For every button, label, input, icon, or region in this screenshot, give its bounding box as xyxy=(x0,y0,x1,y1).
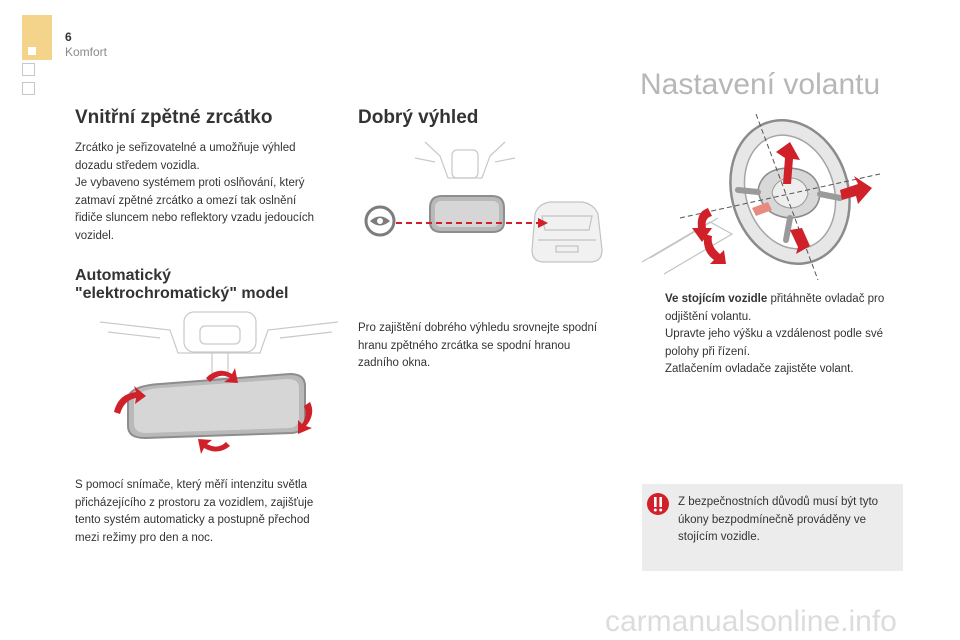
chapter-marker xyxy=(22,15,52,60)
chapter-box-2 xyxy=(22,82,35,95)
steering-title: Nastavení volantu xyxy=(640,68,881,101)
text-line: "elektrochromatický" model xyxy=(75,285,289,302)
text-line: úkony bezpodmínečně prováděny ve xyxy=(678,513,866,526)
section-name: Komfort xyxy=(65,45,108,59)
step-text: přitáhněte ovladač pro odjištění volantu. xyxy=(665,293,885,323)
mirror-title: Vnitřní zpětné zrcátko xyxy=(75,107,273,128)
rotate-arrow-bottom xyxy=(198,439,230,454)
text-line: S pomocí snímače, který měří intenzitu světla xyxy=(75,479,308,491)
text-line: Z bezpečnostních důvodů musí být tyto xyxy=(678,496,879,508)
good-view-illustration xyxy=(360,138,615,273)
arrow-tilt-down xyxy=(704,234,726,264)
step-text: Zatlačením ovladače zajistěte volant. xyxy=(665,363,854,375)
list-item xyxy=(646,326,916,361)
page-number: 6 xyxy=(65,30,72,44)
watermark: carmanualsonline.info xyxy=(605,605,897,638)
text-line: zadního okna. xyxy=(358,357,431,369)
warning-icon xyxy=(646,492,670,516)
text-line: řidiče sluncem nebo reflektory vzadu jedoucích xyxy=(75,212,315,224)
text-line: Pro zajištění dobrého výhledu srovnejte spodní xyxy=(358,322,598,334)
auto-model-text xyxy=(75,477,355,547)
step-text: Upravte jeho výšku a vzdálenost podle své polohy při řízení. xyxy=(665,328,883,358)
list-item xyxy=(646,361,916,379)
eye-icon xyxy=(366,207,394,235)
text-line: přicházejícího z prostoru za vozidlem, zajišťuje xyxy=(75,496,314,509)
safety-warning-text xyxy=(678,494,896,547)
view-text xyxy=(358,320,628,373)
text-line: Zrcátko je seřizovatelné a umožňuje výhled xyxy=(75,142,296,154)
view-title: Dobrý výhled xyxy=(358,107,479,128)
mirror-intro xyxy=(75,140,345,245)
auto-model-title xyxy=(75,267,288,303)
chapter-marker-dot xyxy=(28,47,36,55)
list-item xyxy=(646,291,916,326)
steering-wheel-illustration xyxy=(640,112,885,282)
text-line: stojícím vozidle. xyxy=(678,531,760,543)
text-line: Automatický xyxy=(75,267,172,284)
text-line: Je vybaveno systémem proti oslňování, který xyxy=(75,177,305,189)
chapter-box-1 xyxy=(22,63,35,76)
steering-steps xyxy=(646,291,916,379)
text-line: vozidel. xyxy=(75,229,114,242)
text-line: zatmaví zpětné zrcátko a omezí tak oslnění xyxy=(75,194,297,207)
text-line: hranu zpětného zrcátka se spodní hranou xyxy=(358,339,571,352)
text-line: mezi režimy pro den a noc. xyxy=(75,531,214,544)
step-bold: Ve stojícím vozidle xyxy=(665,293,768,305)
mirror-adjust-illustration xyxy=(100,308,340,458)
text-line: dozadu středem vozidla. xyxy=(75,159,200,172)
text-line: tento systém automaticky a postupně přechod xyxy=(75,514,310,526)
